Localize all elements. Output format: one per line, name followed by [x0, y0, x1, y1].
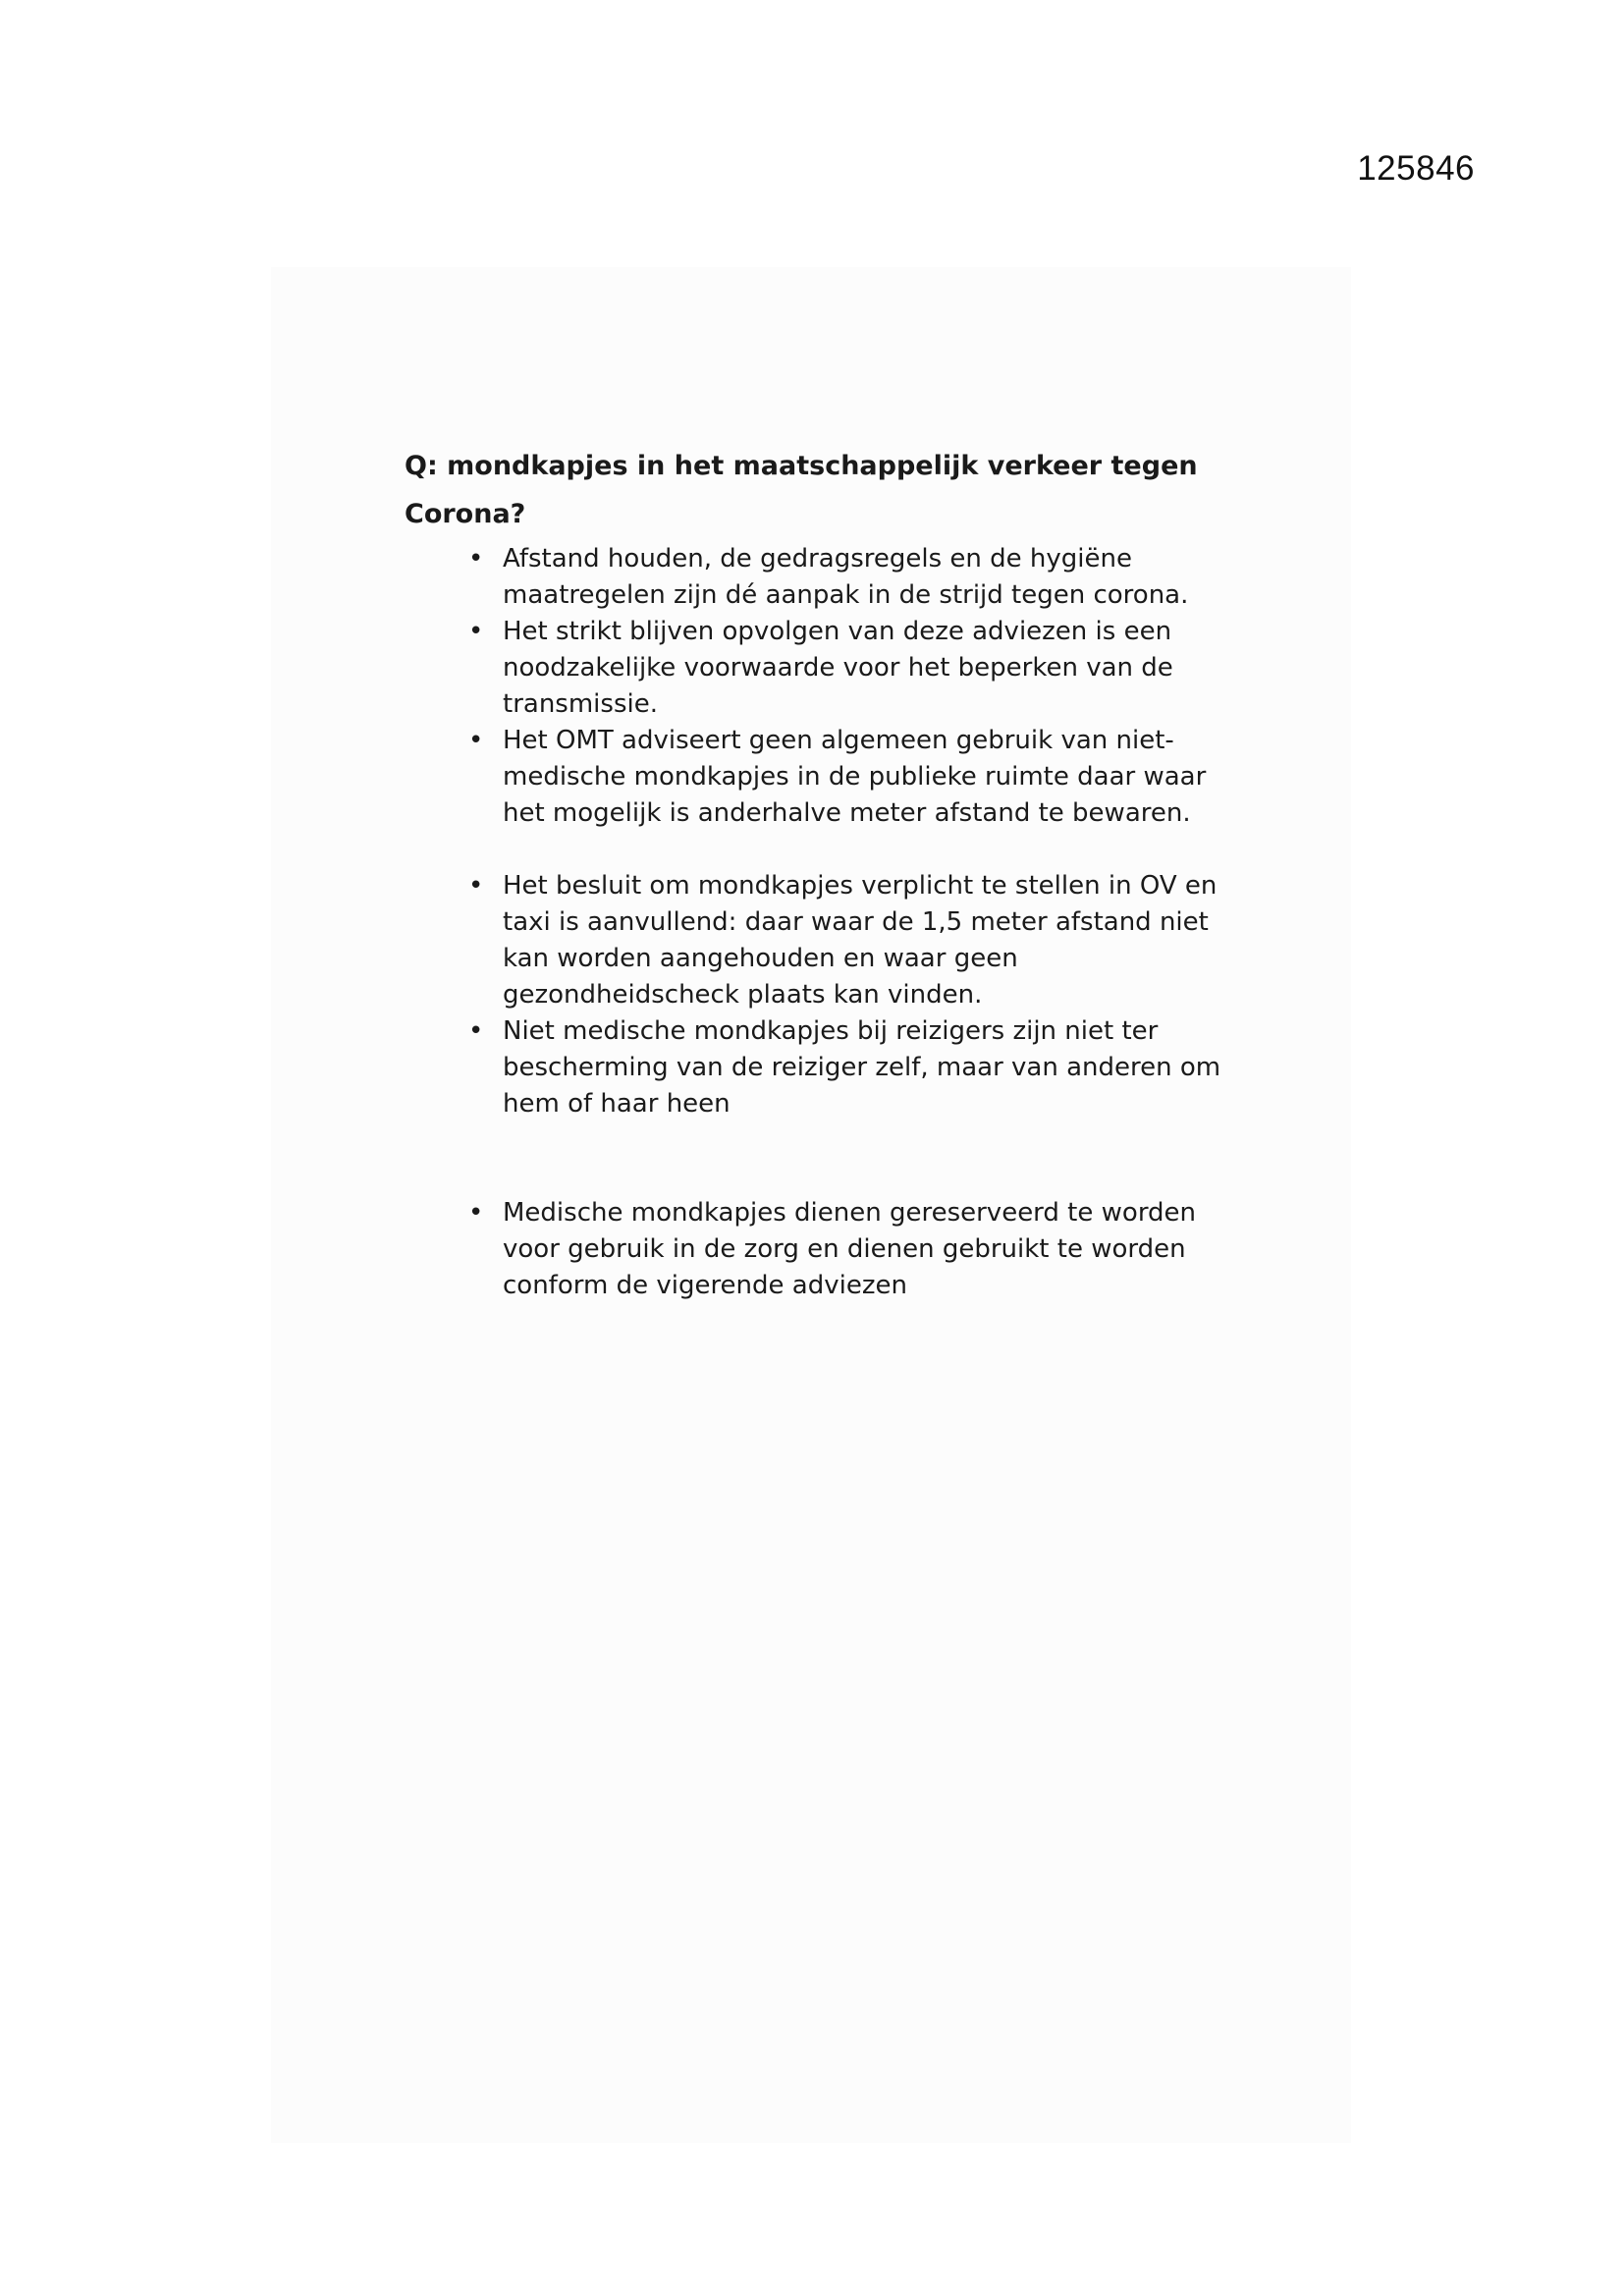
- document-content: [405, 442, 1249, 1304]
- page-number: 125846: [1357, 149, 1475, 188]
- bullet-item: • Het OMT adviseert geen algemeen gebruik van niet-medische mondkapjes in de publieke ruimte daar waar het mogelijk is anderhalve meter afstand te bewaren.: [405, 723, 1249, 832]
- question-heading: Q: mondkapjes in het maatschappelijk verkeer tegen Corona?: [405, 451, 1198, 529]
- bullet-list: [405, 541, 1249, 1304]
- bullet-item: • Het strikt blijven opvolgen van deze adviezen is een noodzakelijke voorwaarde voor het beperken van de transmissie.: [405, 614, 1249, 723]
- bullet-item: • Medische mondkapjes dienen gereserveerd te worden voor gebruik in de zorg en dienen gebruikt te worden conform de vigerende adviezen: [405, 1195, 1249, 1304]
- bullet-item: • Het besluit om mondkapjes verplicht te stellen in OV en taxi is aanvullend: daar waar de 1,5 meter afstand niet kan worden aangehouden en waar geen gezondheidscheck plaats kan vinden.: [405, 868, 1249, 1013]
- bullet-item: • Niet medische mondkapjes bij reizigers zijn niet ter bescherming van de reiziger zelf, maar van anderen om hem of haar heen: [405, 1013, 1249, 1122]
- bullet-item: • Afstand houden, de gedragsregels en de hygiëne maatregelen zijn dé aanpak in de strijd tegen corona.: [405, 541, 1249, 614]
